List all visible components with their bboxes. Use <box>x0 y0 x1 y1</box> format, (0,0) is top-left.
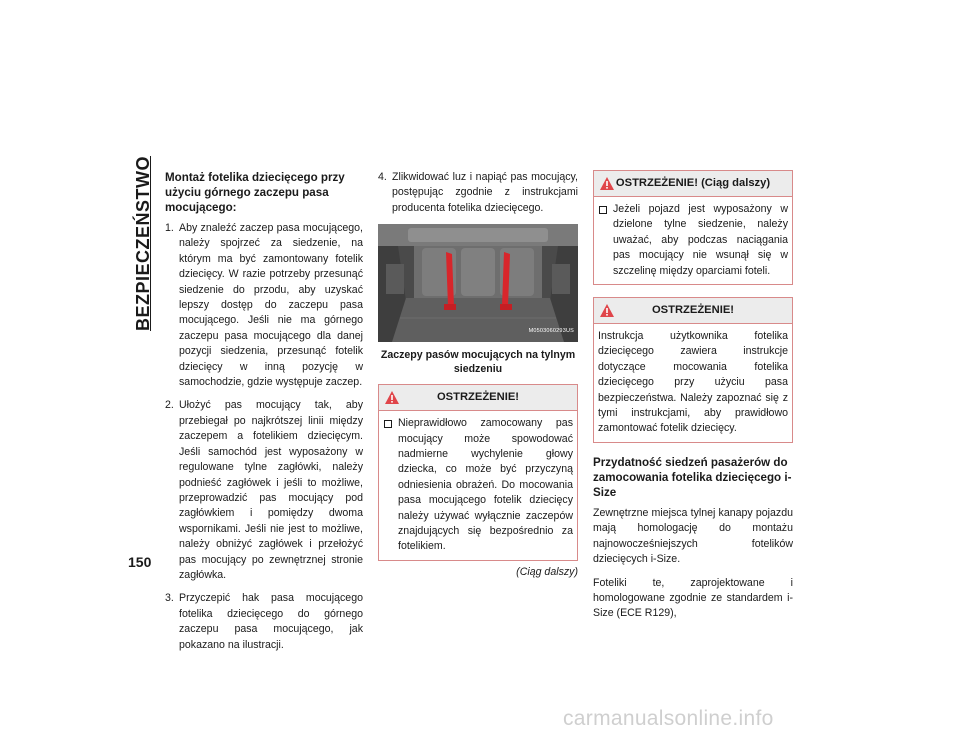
warning-title: OSTRZEŻENIE! <box>436 391 520 404</box>
step-3 <box>165 591 363 653</box>
warning-title: OSTRZEŻENIE! (Ciąg dalszy) <box>615 176 771 189</box>
checkbox-bullet-icon <box>384 420 392 428</box>
warning-title: OSTRZEŻENIE! <box>651 303 735 316</box>
warning-text: Jeżeli pojazd jest wyposażony w dzielone tylne siedzenie, należy uważać, aby podczas naciągania pas mocujący nie wsunął się w szczelinę między oparciami foteli. <box>613 203 788 277</box>
warning-header <box>594 171 792 197</box>
warning-bullet <box>383 416 573 555</box>
section-side-tab <box>128 150 158 336</box>
step-4 <box>378 170 578 216</box>
step-2 <box>165 398 363 583</box>
warning-triangle-icon <box>599 303 615 318</box>
continued-note: (Ciąg dalszy) <box>516 565 578 578</box>
step-number: 4. <box>378 171 387 183</box>
warning-triangle-icon <box>384 390 400 405</box>
warning-header <box>379 385 577 411</box>
warning-triangle-icon <box>599 176 615 191</box>
watermark: carmanualsonline.info <box>563 707 774 730</box>
column-middle <box>378 170 578 580</box>
warning-box-continued <box>593 170 793 285</box>
warning-body <box>594 197 792 284</box>
procedure-heading: Montaż fotelika dziecięcego przy użyciu górnego zaczepu pasa mocującego: <box>165 171 345 214</box>
warning-box <box>378 384 578 561</box>
section-title: BEZPIECZEŃSTWO <box>132 155 153 331</box>
warning-bullet <box>598 202 788 279</box>
warning-header <box>594 298 792 324</box>
step-number: 3. <box>165 592 174 605</box>
step-text: Zlikwidować luz i napiąć pas mocujący, postępując zgodnie z instrukcjami producenta fotelika dziecięcego. <box>392 171 578 214</box>
body-paragraph: Zewnętrzne miejsca tylnej kanapy pojazdu mają homologację do montażu najnowocześniejszych fotelików dziecięcych i-Size. <box>593 506 793 566</box>
page-number: 150 <box>128 554 152 570</box>
figure-code: M0503060293US <box>528 327 574 334</box>
warning-box <box>593 297 793 443</box>
rear-seat-tether-figure <box>378 224 578 342</box>
warning-text: Nieprawidłowo zamocowany pas mocujący może spowodować nadmierne wychylenie głowy dziecka, co może być przyczyną odniesienia obrażeń. Do mocowania pasa mocującego fotelik dziecięcy należy używać wyłącznie zaczepów znajdujących się bezpośrednio za fotelikiem. <box>398 417 573 553</box>
step-1 <box>165 221 363 390</box>
body-paragraph: Foteliki te, zaprojektowane i homologowane zgodnie ze standardem i-Size (ECE R129), <box>593 576 793 620</box>
step-text: Przyczepić hak pasa mocującego fotelika dziecięcego do górnego zaczepu pasa mocującego, jak pokazano na ilustracji. <box>179 592 363 651</box>
step-number: 2. <box>165 399 174 412</box>
warning-body <box>594 324 792 442</box>
warning-text: Instrukcja użytkownika fotelika dziecięcego zawiera instrukcje dotyczące mocowania fotelika dziecięcego przy użyciu pasa bezpieczeństwa. Należy zapoznać się z tymi instrukcjami, aby prawidłowo zamontować fotelik dziecięcy. <box>598 330 788 435</box>
step-number: 1. <box>165 222 174 234</box>
checkbox-bullet-icon <box>599 206 607 214</box>
column-right <box>593 170 793 630</box>
step-text: Ułożyć pas mocujący tak, aby przebiegał po najkrótszej linii między zaczepem a fotelikiem dziecięcym. Jeśli samochód jest wyposażony w regulowane tylne zagłówki, należy podnieść zagłówek i jeśli to możliwe, przeprowadzić pas mocujący pod zagłówkiem i pomiędzy dwoma wspornikami. Jeśli nie jest to możliwe, należy obniżyć zagłówek i przełożyć pas mocujący po zewnętrznej stronie zagłówka. <box>179 399 363 581</box>
warning-body <box>379 411 577 560</box>
step-text: Aby znaleźć zaczep pasa mocującego, należy spojrzeć za siedzenie, na którym ma być zamontowany fotelik dziecięcy. W razie potrzeby przesunąć siedzenie do przodu, aby uzyskać lepszy dostęp do zaczepu pasa mocującego. Jeśli nie ma górnego zaczepu pasa mocującego dla danej pozycji siedzenia, przesunąć fotelik dziecięcy w inną pozycję w samochodzie, gdzie występuje zaczep. <box>179 222 363 389</box>
figure-caption: Zaczepy pasów mocujących na tylnym siedzeniu <box>380 349 576 376</box>
column-left <box>165 170 363 661</box>
section-heading: Przydatność siedzeń pasażerów do zamocowania fotelika dziecięcego i-Size <box>593 455 792 499</box>
